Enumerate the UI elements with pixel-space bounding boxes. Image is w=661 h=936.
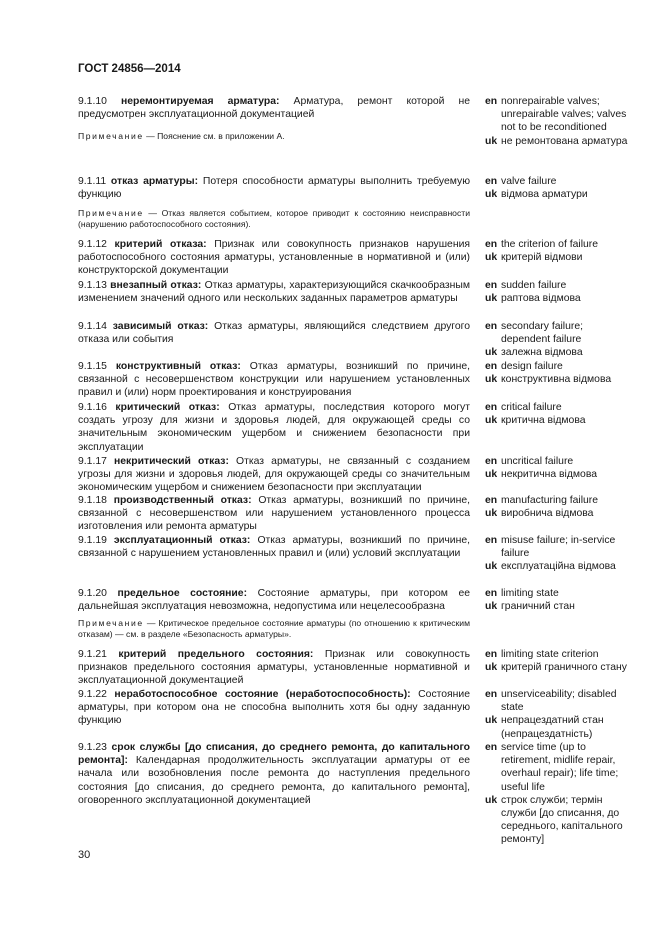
page-number: 30 — [78, 849, 91, 861]
entry-9-1-15: 9.1.15 конструктивный отказ: Отказ арматуры, возникший по причине, связанной с несовершенством конструкции или нарушением установленных правил и (или) норм проектирования и конструирования — [78, 361, 470, 399]
translation-9-1-23: en service time (up to retirement, midlife repair, overhaul repair); life time; useful life uk строк служби; термін служби [до списання, до середнього, капітального ремонту] — [485, 742, 623, 846]
translation-9-1-21: en limiting state criterion uk критерій граничного стану — [485, 649, 627, 674]
translation-9-1-11: en valve failure uk відмова арматури — [485, 176, 588, 201]
entry-9-1-17: 9.1.17 некритический отказ: Отказ арматуры, не связанный с созданием угрозы для жизни и здоровья людей, для окружающей среды со значительным экономическим ущербом и снижением безопасности при эксплуатации — [78, 456, 470, 494]
translation-9-1-15: en design failure uk конструктивна відмова — [485, 361, 612, 386]
note-9-1-11: Примечание — Отказ является событием, которое приводит к состоянию неисправности (нарушению работоспособного состояния). — [78, 208, 470, 229]
document-header: ГОСТ 24856—2014 — [78, 63, 181, 75]
note-9-1-20: Примечание — Критическое предельное состояние арматуры (по отношению к критическим отказам) — см. в разделе «Безопасность арматуры». — [78, 618, 471, 639]
translation-9-1-17: en uncritical failure uk некритична відмова — [485, 456, 598, 481]
entry-9-1-20: 9.1.20 предельное состояние: Состояние арматуры, при котором ее дальнейшая эксплуатация невозможна, недопустима или нецелесообразна — [78, 588, 471, 613]
translation-9-1-18: en manufacturing failure uk виробнича відмова — [485, 495, 599, 520]
translation-9-1-10: en nonrepairable valves; unrepairable valves; valves not to be reconditioned uk не ремонтована арматура — [485, 96, 628, 147]
entry-9-1-10: 9.1.10 неремонтируемая арматура: Арматура, ремонт которой не предусмотрен эксплуатационной документацией — [78, 96, 471, 121]
translation-9-1-19: en misuse failure; in-service failure uk експлуатаційна відмова — [485, 535, 616, 573]
entry-9-1-13: 9.1.13 внезапный отказ: Отказ арматуры, характеризующийся скачкообразным изменением значений одного или нескольких заданных параметров арматуры — [78, 280, 470, 305]
translation-9-1-13: en sudden failure uk раптова відмова — [485, 280, 581, 305]
entry-9-1-18: 9.1.18 производственный отказ: Отказ арматуры, возникший по причине, связанной с несовершенством или нарушением установленного процесса изготовления или ремонта арматуры — [78, 495, 470, 533]
translation-9-1-20: en limiting state uk граничний стан — [485, 588, 575, 613]
entry-9-1-16: 9.1.16 критический отказ: Отказ арматуры, последствия которого могут создать угрозу для жизни и здоровья людей, для окружающей среды со значительным экономическим ущербом и снижением безопасности при эксплуатации — [78, 402, 470, 453]
entry-9-1-12: 9.1.12 критерий отказа: Признак или совокупность признаков нарушения работоспособного состояния арматуры, установленные в нормативной и (или) конструкторской документации — [78, 239, 470, 277]
translation-9-1-16: en critical failure uk критична відмова — [485, 402, 586, 427]
entry-9-1-22: 9.1.22 неработоспособное состояние (неработоспособность): Состояние арматуры, при котором она не способна выполнить хотя бы одну заданную функцию — [78, 689, 471, 727]
translation-9-1-14: en secondary failure; dependent failure uk залежна відмова — [485, 321, 584, 359]
translation-9-1-22: en unserviceability; disabled state uk непрацездатний стан (непрацездатність) — [485, 689, 617, 740]
translation-9-1-12: en the criterion of failure uk критерій відмови — [485, 239, 599, 264]
entry-9-1-11: 9.1.11 отказ арматуры: Потеря способности арматуры выполнить требуемую функцию — [78, 176, 470, 201]
entry-9-1-23: 9.1.23 срок службы [до списания, до среднего ремонта, до капитального ремонта]: Календарная продолжительность эксплуатации арматуры от ее начала или возобновления после ремонта до наступления предельного состояния [до списания, до среднего ремонта, до капитального ремонта], оговоренного эксплуатационной документацией — [78, 742, 471, 806]
note-9-1-10: Примечание — Пояснение см. в приложении А. — [78, 131, 285, 141]
entry-9-1-21: 9.1.21 критерий предельного состояния: Признак или совокупность признаков предельного состояния арматуры, установленные нормативной и эксплуатационной документацией — [78, 649, 471, 687]
entry-9-1-19: 9.1.19 эксплуатационный отказ: Отказ арматуры, возникший по причине, связанной с нарушением установленных правил и (или) условий эксплуатации — [78, 535, 471, 560]
entry-9-1-14: 9.1.14 зависимый отказ: Отказ арматуры, являющийся следствием другого отказа или события — [78, 321, 470, 346]
